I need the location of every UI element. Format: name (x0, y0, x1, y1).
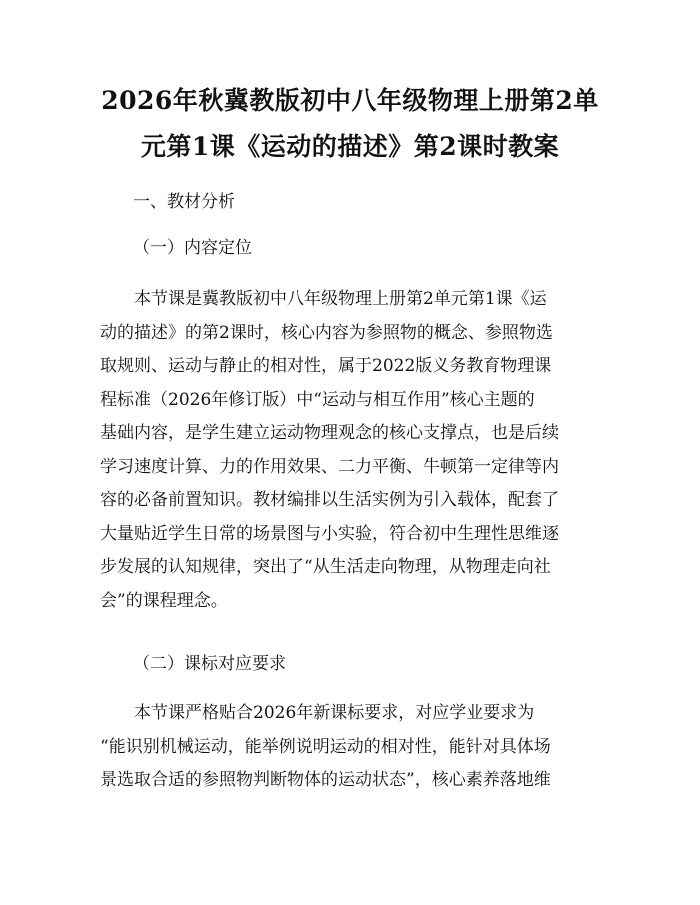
paragraph-line: 大量贴近学生日常的场景图与小实验，符合初中生理性思维逐 (100, 523, 559, 544)
subsection-heading-curriculum-requirements: （二）课标对应要求 (133, 654, 286, 674)
paragraph-line: “能识别机械运动，能举例说明运动的相对性，能针对具体场 (100, 736, 551, 757)
section-heading-textbook-analysis: 一、教材分析 (133, 192, 235, 212)
paragraph-line: 基础内容，是学生建立运动物理观念的核心支撑点，也是后续 (100, 423, 559, 443)
paragraph-line: 本节课严格贴合2026年新课标要求，对应学业要求为 (100, 703, 535, 723)
paragraph-line: 动的描述》的第2课时，核心内容为参照物的概念、参照物选 (100, 322, 553, 343)
document-title (70, 78, 630, 170)
paragraph-line: 取规则、运动与静止的相对性，属于2022版义务教育物理课 (100, 356, 552, 376)
paragraph-line: 景选取合适的参照物判断物体的运动状态”，核心素养落地维 (100, 770, 551, 790)
paragraph-curriculum-requirements (100, 697, 600, 798)
paragraph-line: 学习速度计算、力的作用效果、二力平衡、牛顿第一定律等内 (100, 456, 559, 477)
subsection-heading-content-positioning: （一）内容定位 (133, 238, 252, 258)
paragraph-line: 会”的课程理念。 (100, 590, 228, 611)
paragraph-line: 本节课是冀教版初中八年级物理上册第2单元第1课《运 (100, 289, 547, 309)
title-line-1: 2026年秋冀教版初中八年级物理上册第2单 (101, 86, 599, 115)
title-line-2: 元第1课《运动的描述》第2课时教案 (140, 132, 560, 161)
paragraph-line: 步发展的认知规律，突出了“从生活走向物理，从物理走向社 (100, 557, 551, 577)
paragraph-line: 程标准（2026年修订版）中“运动与相互作用”核心主题的 (100, 389, 535, 410)
paragraph-line: 容的必备前置知识。教材编排以生活实例为引入载体，配套了 (100, 490, 559, 510)
paragraph-content-positioning (100, 283, 600, 618)
